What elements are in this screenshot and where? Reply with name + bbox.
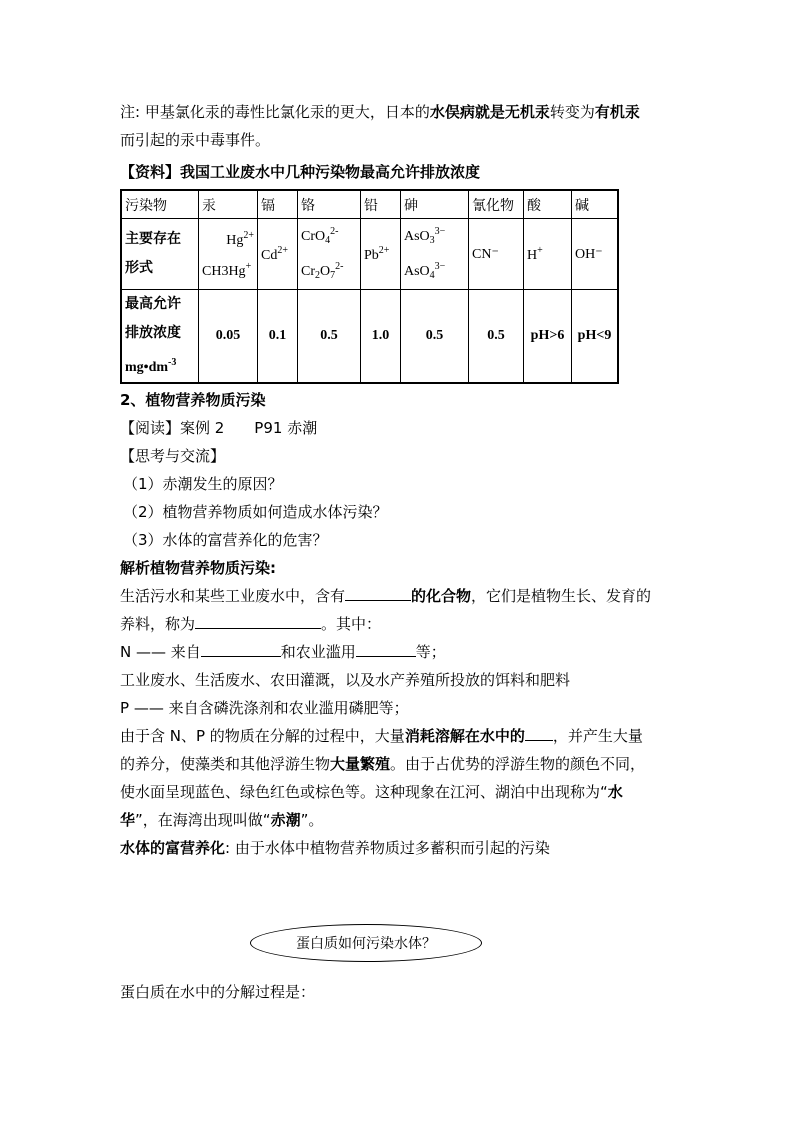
table-header-cell: 碱 <box>572 190 619 219</box>
limit-value: 0.1 <box>258 290 298 384</box>
form-h: H+ <box>524 219 572 290</box>
analysis-line-6: 华”，在海湾出现叫做“赤潮”。 <box>120 811 324 829</box>
resource-heading: 【资料】我国工业废水中几种污染物最高允许排放浓度 <box>120 163 481 181</box>
phosphorus-line: P —— 来自含磷洗涤剂和农业滥用磷肥等； <box>120 699 409 717</box>
analysis-line-2: 养料，称为 。其中： <box>120 615 382 633</box>
fill-blank[interactable] <box>345 586 411 601</box>
reading-line: 【阅读】案例 2 P91 赤潮 <box>120 419 318 437</box>
fill-blank[interactable] <box>201 642 281 657</box>
row-label-limits: 最高允许 排放浓度 $mg•dm^{-3}$ <box>121 290 199 384</box>
form-pb: $Pb^{2+}$ <box>361 219 401 290</box>
table-header-cell: 氰化物 <box>469 190 524 219</box>
limit-value: 0.5 <box>401 290 469 384</box>
eutrophication-definition: 水体的富营养化: 由于水体中植物营养物质过多蓄积而引起的污染 <box>120 839 550 857</box>
form-cn: CN⁻ <box>469 219 524 290</box>
analysis-line-1: 生活污水和某些工业废水中，含有 的化合物，它们是植物生长、发育的 <box>120 587 652 605</box>
note-line-1: 注: 甲基氯化汞的毒性比氯化汞的更大，日本的水俣病就是无机汞转变为有机汞 <box>120 103 640 121</box>
table-header-cell: 污染物 <box>121 190 199 219</box>
question-2: （2）植物营养物质如何造成水体污染？ <box>123 503 388 521</box>
analysis-line-3: 由于含 N、P 的物质在分解的过程中，大量消耗溶解在水中的 ，并产生大量 <box>120 727 643 745</box>
limit-value: pH>6 <box>524 290 572 384</box>
note-line-2: 而引起的汞中毒事件。 <box>120 131 271 149</box>
form-cd: $Cd^{2+}$ <box>258 219 298 290</box>
table-header-cell: 酸 <box>524 190 572 219</box>
limit-value: 0.05 <box>199 290 258 384</box>
table-header-cell: 汞 <box>199 190 258 219</box>
question-1: （1）赤潮发生的原因？ <box>123 475 283 493</box>
analysis-line-5: 使水面呈现蓝色、绿色红色或棕色等。这种现象在江河、湖泊中出现称为“水 <box>120 783 623 801</box>
form-as: AsO$_3^{3-}$ AsO$_4^{3-}$ <box>401 219 469 290</box>
section-2-title: 2、植物营养物质污染 <box>120 391 266 409</box>
nitrogen-detail: 工业废水、生活废水、农田灌溉，以及水产养殖所投放的饵料和肥料 <box>120 671 571 689</box>
nitrogen-line: N —— 来自 和农业滥用 等； <box>120 643 446 661</box>
table-header-cell: 砷 <box>401 190 469 219</box>
think-heading: 【思考与交流】 <box>120 447 226 465</box>
pollutant-table <box>120 189 619 384</box>
table-header-row <box>121 190 618 219</box>
table-header-cell: 铅 <box>361 190 401 219</box>
table-row-limits <box>121 290 618 384</box>
table-header-cell: 铬 <box>298 190 361 219</box>
analysis-line-4: 的养分，使藻类和其他浮游生物大量繁殖。由于占优势的浮游生物的颜色不同， <box>120 755 646 773</box>
fill-blank[interactable] <box>356 642 416 657</box>
limit-value: 0.5 <box>469 290 524 384</box>
limit-value: 0.5 <box>298 290 361 384</box>
fill-blank[interactable] <box>525 726 553 741</box>
question-3: （3）水体的富营养化的危害？ <box>123 531 328 549</box>
analysis-title: 解析植物营养物质污染: <box>120 559 276 577</box>
protein-question-bubble: 蛋白质如何污染水体？ <box>250 924 482 962</box>
limit-value: pH<9 <box>572 290 619 384</box>
document-page <box>120 98 680 862</box>
form-hg: $Hg^{2+}$ CH3Hg+ <box>199 219 258 290</box>
form-cr: CrO$_4^{2-}$ $Cr_2O_7^{2-}$ <box>298 219 361 290</box>
fill-blank[interactable] <box>195 614 321 629</box>
row-label-forms: 主要存在 形式 <box>121 219 199 290</box>
table-header-cell: 镉 <box>258 190 298 219</box>
last-line: 蛋白质在水中的分解过程是： <box>120 983 316 1001</box>
form-oh: OH⁻ <box>572 219 619 290</box>
table-row-forms <box>121 219 618 290</box>
limit-value: 1.0 <box>361 290 401 384</box>
